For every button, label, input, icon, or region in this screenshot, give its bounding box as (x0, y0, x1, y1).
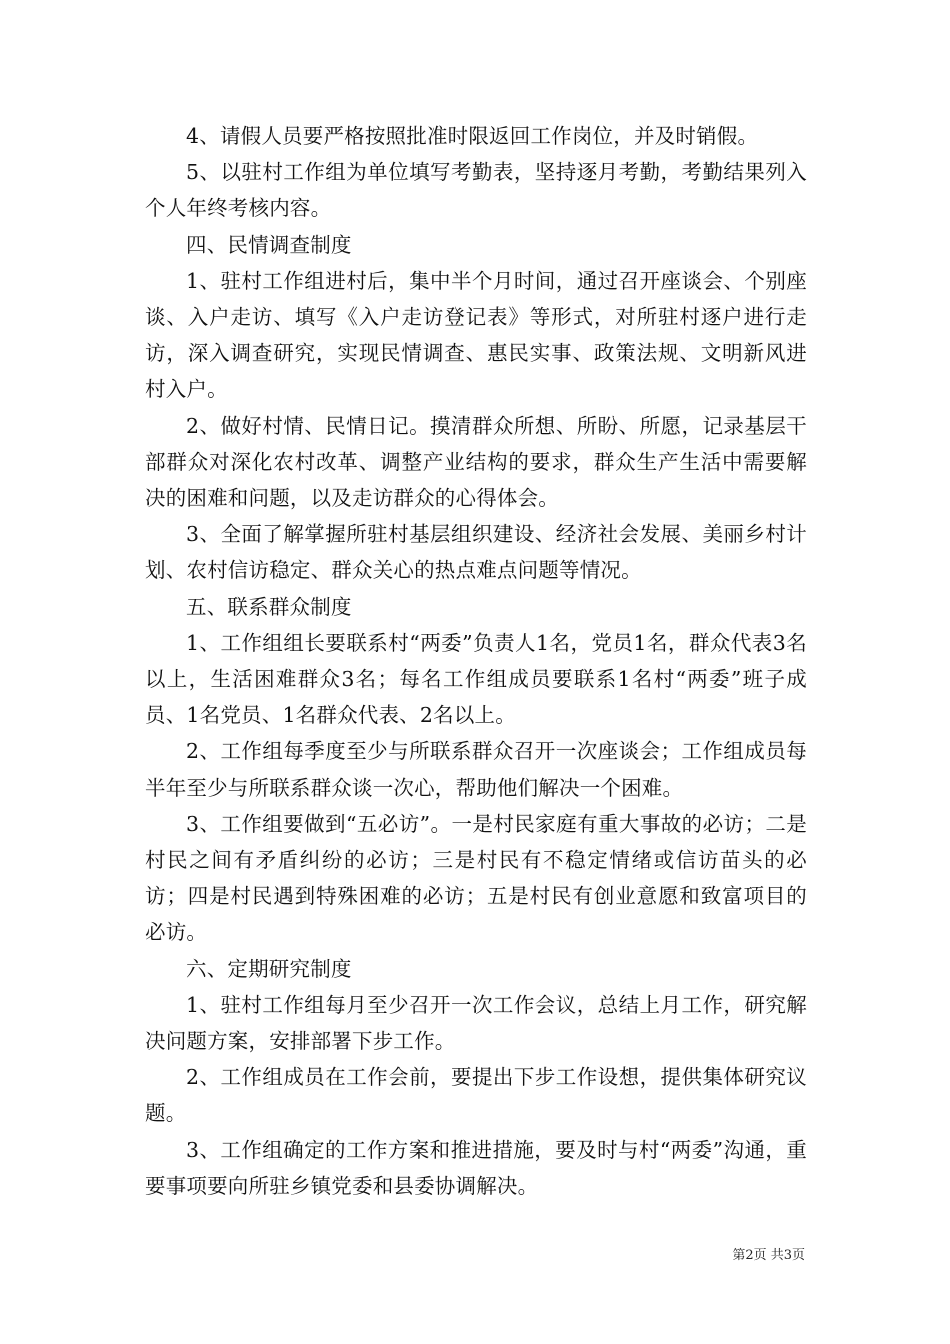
paragraph-survey-3: 3、全面了解掌握所驻村基层组织建设、经济社会发展、美丽乡村计划、农村信访稳定、群众关心的热点难点问题等情况。 (145, 522, 807, 583)
paragraph-research-2: 2、工作组成员在工作会前，要提出下步工作设想，提供集体研究议题。 (145, 1065, 807, 1126)
paragraph-survey-2: 2、做好村情、民情日记。摸清群众所想、所盼、所愿，记录基层干部群众对深化农村改革、调整产业结构的要求，群众生产生活中需要解决的困难和问题，以及走访群众的心得体会。 (145, 413, 807, 511)
paragraph-attendance-sheet: 5、以驻村工作组为单位填写考勤表，坚持逐月考勤，考勤结果列入个人年终考核内容。 (145, 160, 807, 221)
paragraph-research-1: 1、驻村工作组每月至少召开一次工作会议，总结上月工作，研究解决问题方案，安排部署下步工作。 (145, 992, 807, 1054)
paragraph-research-3: 3、工作组确定的工作方案和推进措施，要及时与村“两委”沟通，重要事项要向所驻乡镇党委和县委协调解决。 (145, 1137, 807, 1198)
section-heading-survey: 四、民情调查制度 (186, 232, 352, 257)
section-heading-contact: 五、联系群众制度 (186, 594, 352, 619)
document-body (145, 118, 807, 1204)
paragraph-survey-1: 1、驻村工作组进村后，集中半个月时间，通过召开座谈会、个别座谈、入户走访、填写《入户走访登记表》等形式，对所驻村逐户进行走访，深入调查研究，实现民情调查、惠民实事、政策法规、文明新风进村入户。 (145, 268, 807, 402)
section-heading-research: 六、定期研究制度 (186, 956, 352, 981)
paragraph-contact-1: 1、工作组组长要联系村“两委”负责人1名，党员1名，群众代表3名以上，生活困难群众3名；每名工作组成员要联系1名村“两委”班子成员、1名党员、1名群众代表、2名以上。 (145, 630, 807, 728)
page-number: 第2页 共3页 (732, 1248, 805, 1263)
paragraph-leave-return: 4、请假人员要严格按照批准时限返回工作岗位，并及时销假。 (186, 124, 759, 148)
paragraph-contact-3: 3、工作组要做到“五必访”。一是村民家庭有重大事故的必访；二是村民之间有矛盾纠纷的必访；三是村民有不稳定情绪或信访苗头的必访；四是村民遇到特殊困难的必访；五是村民有创业意愿和致富项目的必访。 (145, 811, 807, 945)
paragraph-contact-2: 2、工作组每季度至少与所联系群众召开一次座谈会；工作组成员每半年至少与所联系群众谈一次心，帮助他们解决一个困难。 (145, 739, 807, 800)
